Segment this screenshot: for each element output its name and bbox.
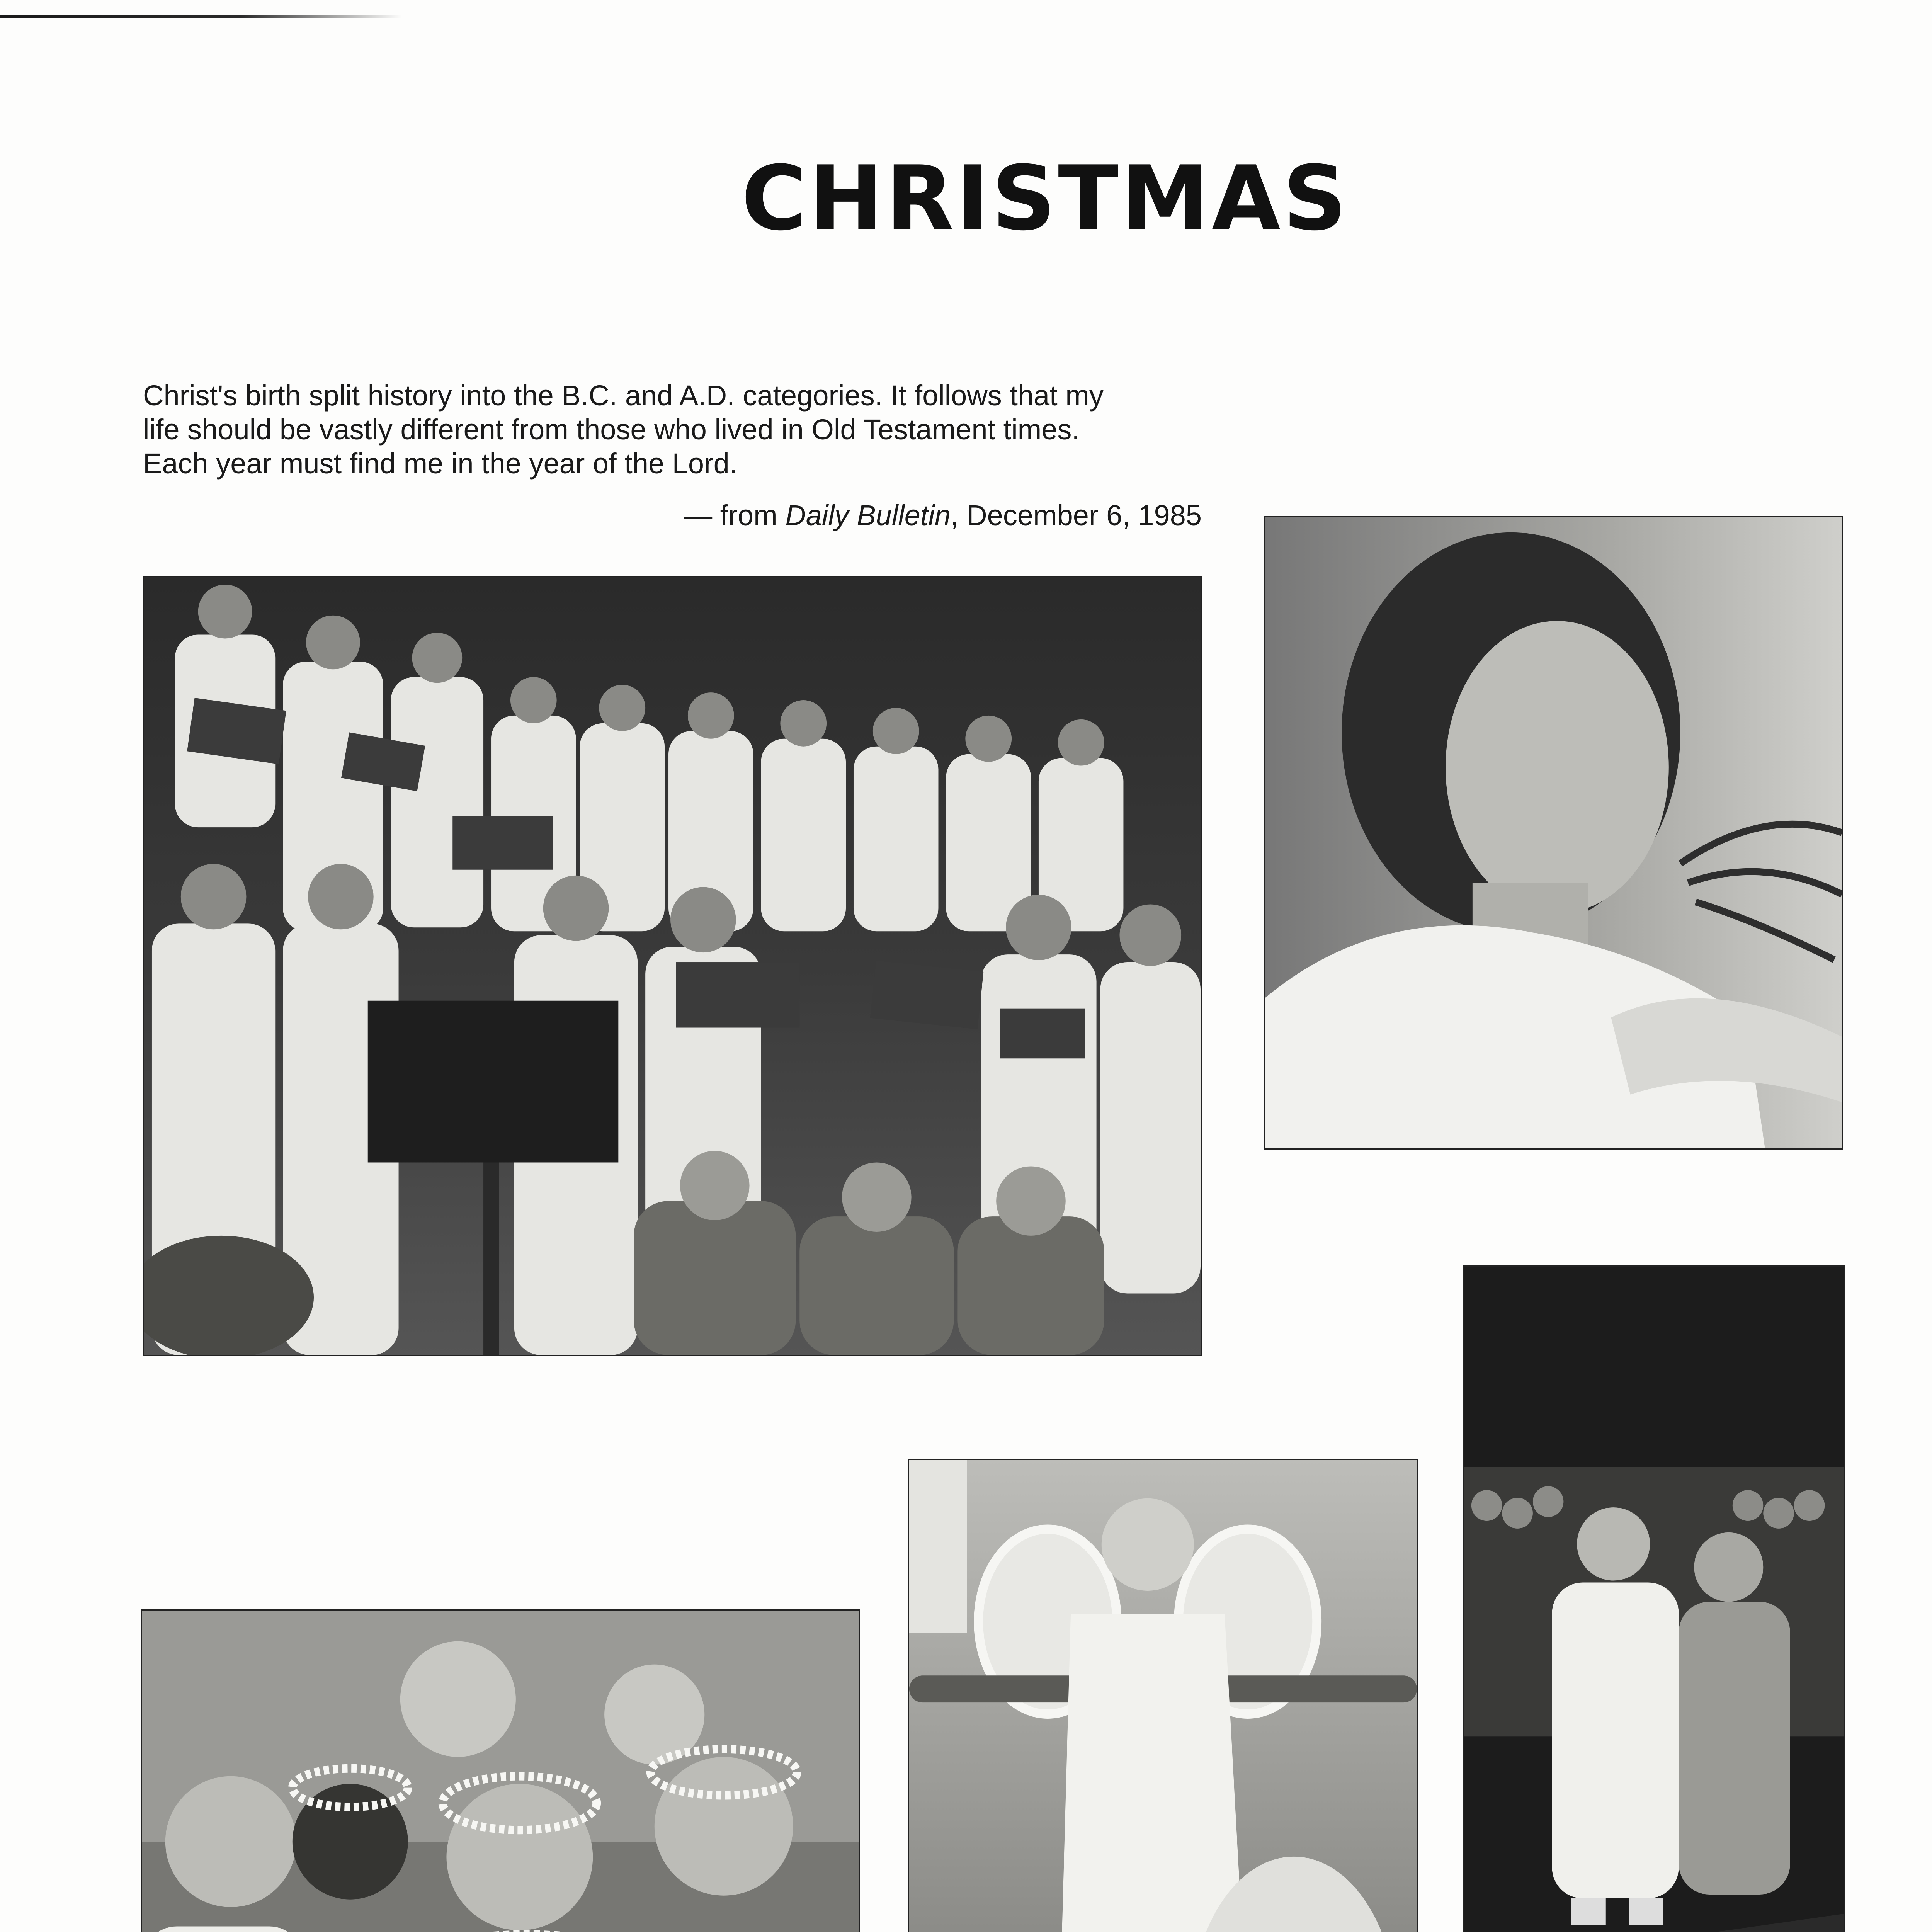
photo-director bbox=[1264, 516, 1843, 1150]
quote-line-3: Each year must find me in the year of the Lord. bbox=[143, 447, 738, 480]
quote-attribution bbox=[143, 498, 1202, 532]
stage-children-photo-graphic bbox=[1464, 1267, 1844, 1932]
page-title: CHRISTMAS bbox=[741, 147, 1349, 250]
attribution-date: , December 6, 1985 bbox=[951, 499, 1202, 531]
photo-stage-children bbox=[1463, 1265, 1845, 1932]
director-photo-graphic bbox=[1265, 517, 1842, 1148]
quote-block bbox=[143, 379, 1217, 481]
angel-photo-graphic bbox=[909, 1460, 1417, 1932]
quote-line-1: Christ's birth split history into the B.C. and A.D. categories. It follows that my bbox=[143, 379, 1104, 412]
photo-angel bbox=[908, 1459, 1418, 1932]
attribution-source: Daily Bulletin bbox=[785, 499, 951, 531]
photo-singers bbox=[141, 1609, 860, 1932]
quote-line-2: life should be vastly different from those who lived in Old Testament times. bbox=[143, 413, 1080, 446]
photo-choir bbox=[143, 576, 1202, 1356]
corner-rule bbox=[0, 15, 402, 18]
singers-photo-graphic bbox=[142, 1611, 859, 1932]
choir-photo-graphic bbox=[144, 577, 1201, 1355]
attribution-prefix: — from bbox=[684, 499, 786, 531]
